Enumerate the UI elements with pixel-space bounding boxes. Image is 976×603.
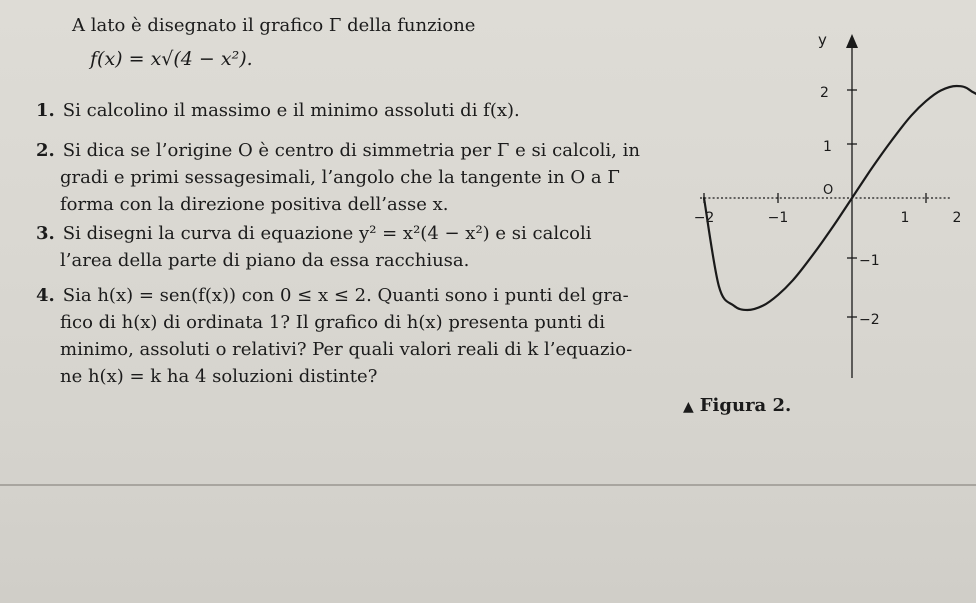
page-divider [0, 484, 976, 486]
x-tick-label: 1 [900, 210, 910, 226]
function-formula: f(x) = x√(4 − x²). [90, 48, 253, 70]
y-tick-label: −1 [859, 253, 880, 269]
problem-line: gradi e primi sessagesimali, l’angolo che la tangente in O a Γ [60, 167, 620, 188]
problem-line: Si calcolino il massimo e il minimo assoluti di f(x). [62, 100, 520, 121]
y-axis-arrow-icon [846, 34, 858, 48]
problem-line: forma con la direzione positiva dell’asse x. [60, 194, 449, 215]
problem-number: 2. [36, 140, 55, 161]
problem-line: Sia h(x) = sen(f(x)) con 0 ≤ x ≤ 2. Quanti sono i punti del gra- [62, 285, 629, 306]
y-tick-label: 2 [820, 85, 829, 101]
problem-number: 3. [36, 223, 55, 244]
x-tick-label: 2 [952, 210, 962, 226]
origin-label: O [823, 183, 834, 198]
figure-caption [683, 395, 791, 416]
problem-number: 4. [36, 285, 55, 306]
function-graph [694, 18, 976, 398]
problem-line: ne h(x) = k ha 4 soluzioni distinte? [60, 366, 378, 387]
problem-line: Si dica se l’origine O è centro di simmetria per Γ e si calcoli, in [62, 140, 640, 161]
triangle-marker-icon: ▲ [683, 399, 694, 415]
problem-2 [36, 137, 640, 218]
problem-number: 1. [36, 100, 55, 121]
x-tick-label: −1 [767, 210, 789, 226]
problem-4 [36, 282, 632, 390]
x-tick-label: −2 [694, 210, 715, 226]
problem-line: Si disegni la curva di equazione y² = x²(4 − x²) e si calcoli [62, 223, 592, 244]
problem-line: l’area della parte di piano da essa racchiusa. [60, 250, 470, 271]
intro-text: A lato è disegnato il grafico Γ della funzione [72, 15, 476, 36]
problem-3 [36, 220, 592, 274]
y-tick-label: 1 [823, 139, 832, 155]
y-ticks [820, 85, 880, 328]
figure-caption-text: Figura 2. [699, 395, 792, 416]
y-axis-label: y [818, 31, 827, 49]
problem-line: fico di h(x) di ordinata 1? Il grafico di h(x) presenta punti di [60, 312, 605, 333]
problem-1 [36, 97, 520, 124]
y-tick-label: −2 [859, 312, 880, 328]
problem-line: minimo, assoluti o relativi? Per quali valori reali di k l’equazio- [60, 339, 633, 360]
